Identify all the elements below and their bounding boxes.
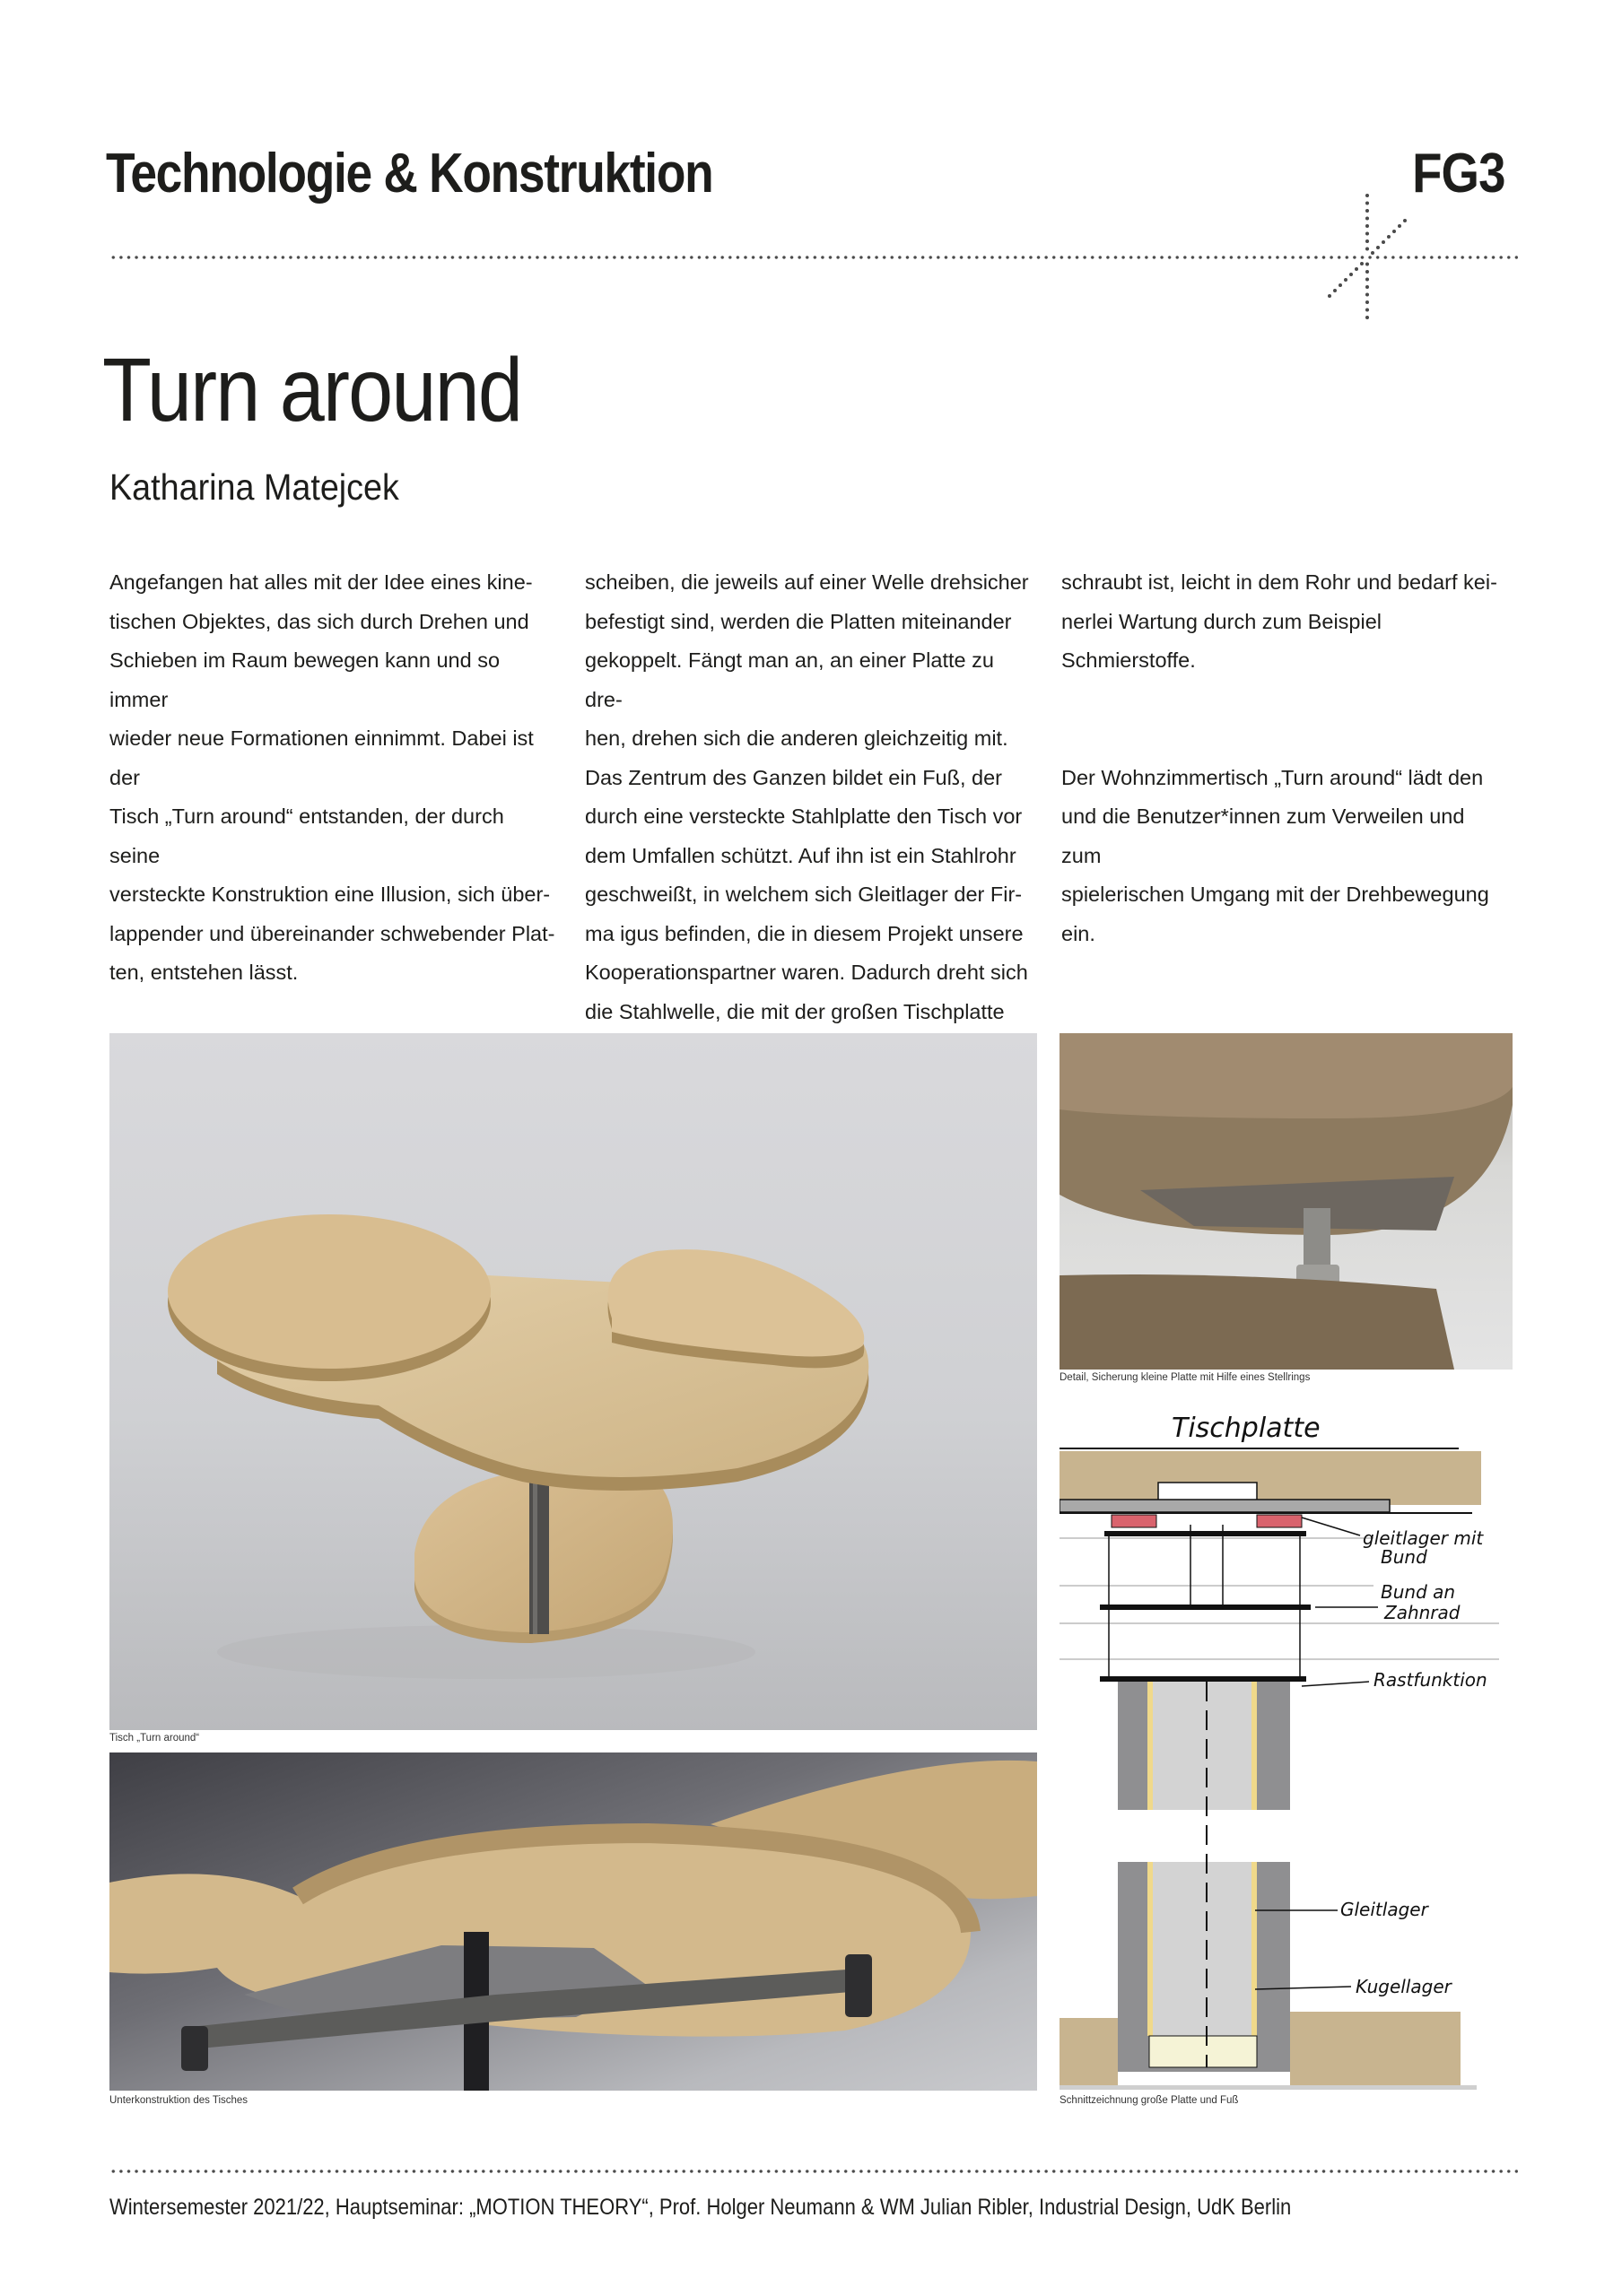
paragraph: schraubt ist, leicht in dem Rohr und bedarf kei- nerlei Wartung durch zum Beispiel Schmierstoffe. [1061,570,1497,672]
underside-photo-caption: Unterkonstruktion des Tisches [109,2095,249,2106]
lower-plate [1060,1274,1454,1370]
underside-illustration [109,1752,1037,2091]
small-top-left [168,1214,491,1369]
section-sketch-caption: Schnittzeichnung große Platte und Fuß [1060,2095,1239,2106]
bearing-red-left [1112,1515,1156,1527]
foot-left [1060,2018,1118,2085]
ball-bearing [1149,2036,1257,2067]
table-illustration [109,1033,1037,1730]
collars [1100,1534,1311,1679]
dotted-star-icon [1310,188,1417,332]
article-author: Katharina Matejcek [109,466,399,508]
section-title: Technologie & Konstruktion [106,143,713,204]
section-drawing [1060,1399,1535,2090]
underside-photo [109,1752,1037,2091]
bearing-red-right [1257,1515,1302,1527]
text-column-2 [585,563,1033,1071]
sketch-label-detent: Rastfunktion [1373,1669,1487,1691]
header-divider [109,256,1518,259]
table-photo-caption: Tisch „Turn around“ [109,1733,200,1744]
text-column-3 [1061,563,1510,953]
paragraph: Angefangen hat alles mit der Idee eines kine- tischen Objektes, das sich durch Drehen und Schieben im Raum bewegen kann und so immer wieder neue Formationen einnimmt. Dabei ist der Tisch „Turn around“ entstanden, der durch seine versteckte Konstruktion eine Illusion, sich über- lappender und übereinander schwebender Plat- ten, entstehen lässt. [109,570,555,984]
paragraph: Der Wohnzimmertisch „Turn around“ lädt den und die Benutzer*innen zum Verweilen und zum spielerischen Umgang mit der Drehbewegung ein. [1061,765,1489,945]
star-vertical-dots [1365,194,1369,319]
article-title: Turn around [102,340,522,440]
svg-text:Bund: Bund [1381,1546,1427,1568]
tabletop-section [1060,1451,1481,1505]
sketch-label-slide-bearing: Gleitlager [1340,1899,1428,1920]
pulley-right [845,1954,872,2017]
break-gap [1060,1810,1535,1862]
steel-plate-section [1060,1500,1390,1512]
shaft [1304,1208,1330,1271]
sketch-label-top: Tischplatte [1172,1413,1321,1444]
section-code: FG3 [1412,143,1505,204]
sketch-label-ball-bearing: Kugellager [1356,1976,1452,1997]
sketch-label-bearing-collar: gleitlager mit [1363,1527,1484,1549]
table-photo [109,1033,1037,1730]
footer-credits: Wintersemester 2021/22, Hauptseminar: „MOTION THEORY“, Prof. Holger Neumann & WM Julian Ribler, Industrial Design, UdK Berlin [109,2195,1292,2220]
detail-photo [1060,1033,1513,1370]
foot-right [1290,2012,1461,2085]
pulley-left [181,2026,208,2071]
footer-divider [109,2170,1518,2173]
detail-photo-caption: Detail, Sicherung kleine Platte mit Hilfe eines Stellrings [1060,1372,1311,1383]
sketch-label-collar-gear: Bund an [1381,1581,1456,1603]
section-sketch [1060,1399,1535,2090]
detail-illustration [1060,1033,1513,1370]
svg-text:Zahnrad: Zahnrad [1384,1602,1461,1623]
paragraph: scheiben, die jeweils auf einer Welle drehsicher befestigt sind, werden die Platten miteinander gekoppelt. Fängt man an, an einer Platte zu dre- hen, drehen sich die anderen gleichzeitig mit. Das Zentrum des Ganzen bildet ein Fuß, der durch eine versteckte Stahlplatte den Tisch vor dem Umfallen schützt. Auf ihn ist ein Stahlrohr geschweißt, in welchem sich Gleitlager der Fir- ma igus befinden, die in diesem Projekt unsere Kooperationspartner waren. Dadurch dreht sich die Stahlwelle, die mit der großen Tischplatte [585,570,1029,1023]
